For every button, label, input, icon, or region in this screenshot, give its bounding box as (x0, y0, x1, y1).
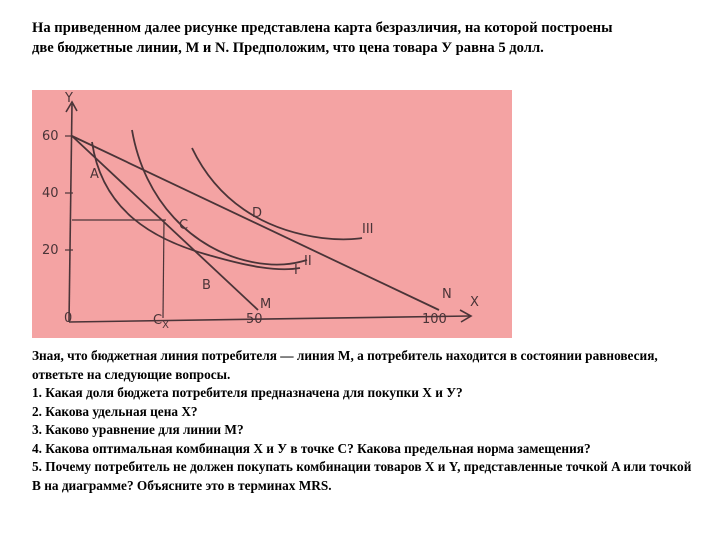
indifference-curve-ii (132, 130, 307, 265)
point-a-label: A (90, 167, 99, 182)
questions-intro: Зная, что бюджетная линия потребителя — линия M, а потребитель находится в состоянии равновесия, ответьте на следующие вопросы. (32, 348, 658, 382)
origin-label: 0 (64, 311, 73, 326)
line-m-label: M (260, 297, 272, 312)
curve-ii-label: II (304, 254, 312, 269)
y-tick-label-20: 20 (42, 243, 59, 258)
x-tick-label-100: 100 (422, 312, 447, 327)
curve-iii-label: III (362, 222, 374, 237)
point-b-label: B (202, 278, 211, 293)
y-tick-label-60: 60 (42, 129, 59, 144)
y-tick-label-40: 40 (42, 186, 59, 201)
indifference-map-figure (32, 90, 512, 338)
question-1: 1. Какая доля бюджета потребителя предназначена для покупки X и У? (32, 385, 463, 400)
cx-label-main: C (153, 313, 163, 328)
x-axis (69, 316, 470, 322)
question-5: 5. Почему потребитель не должен покупать комбинации товаров X и Y, представленные точкой A или точкой B на диаграмме? Объясните это в терминах MRS. (32, 459, 692, 493)
point-c-label: C (179, 218, 189, 233)
question-4: 4. Какова оптимальная комбинация X и У в точке С? Какова предельная норма замещения? (32, 440, 591, 456)
indifference-curve-iii (192, 148, 362, 239)
question-3: 3. Каково уравнение для линии M? (32, 422, 244, 437)
x-axis-label: X (470, 295, 479, 310)
questions-block (32, 347, 692, 495)
budget-line-m (72, 136, 258, 310)
indifference-map-diagram (32, 90, 512, 338)
line-n-label: N (442, 287, 452, 302)
guide-vertical-c (163, 220, 164, 318)
point-d-label: D (252, 206, 263, 221)
cx-label (153, 313, 169, 331)
curve-i-label: I (294, 263, 298, 278)
problem-intro: На приведенном далее рисунке представлена карта безразличия, на которой построены две бюджетные линии, M и N. Предположим, что цена товара У равна 5 долл. (32, 20, 613, 56)
x-tick-label-50: 50 (246, 312, 263, 327)
cx-label-sub: X (162, 320, 169, 331)
question-2: 2. Какова удельная цена X? (32, 403, 198, 419)
y-axis-label: Y (65, 91, 73, 106)
budget-line-n (72, 136, 439, 310)
